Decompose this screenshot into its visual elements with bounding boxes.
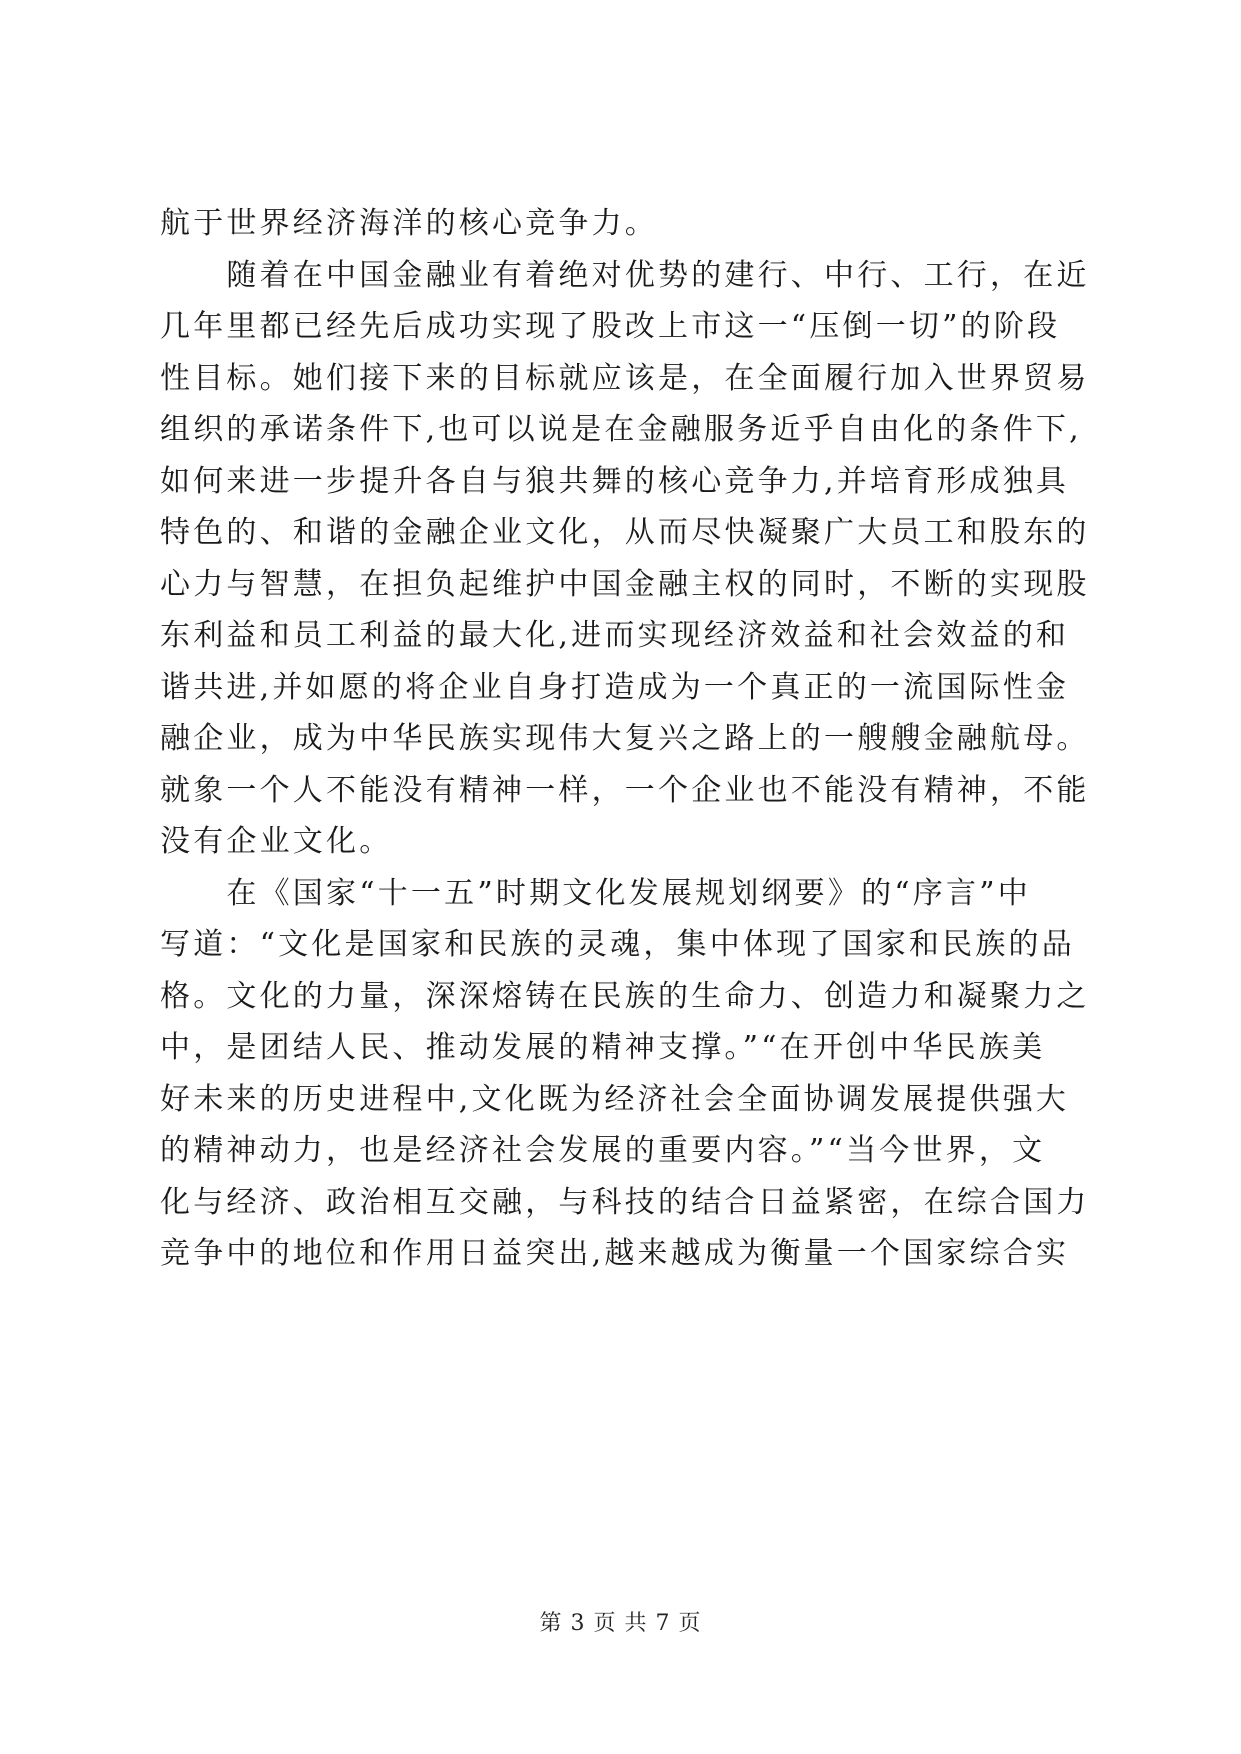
text-line: 航于世界经济海洋的核心竞争力。 xyxy=(160,206,658,241)
text-line: 心力与智慧，在担负起维护中国金融主权的同时，不断的实现股 xyxy=(160,566,1090,602)
text-line: 性目标。她们接下来的目标就应该是，在全面履行加入世界贸易 xyxy=(160,360,1090,396)
text-line: 好未来的历史进程中,文化既为经济社会全面协调发展提供强大 xyxy=(160,1081,1070,1117)
text-line: 组织的承诺条件下,也可以说是在金融服务近乎自由化的条件下, xyxy=(160,412,1082,447)
text-line: 中，是团结人民、推动发展的精神支撑。”“在开创中华民族美 xyxy=(160,1030,1046,1065)
text-line: 融企业，成为中华民族实现伟大复兴之路上的一艘艘金融航母。 xyxy=(160,721,1090,756)
text-line: 没有企业文化。 xyxy=(160,824,393,859)
text-line: 就象一个人不能没有精神一样，一个企业也不能没有精神，不能 xyxy=(160,772,1090,808)
text-line: 谐共进,并如愿的将企业自身打造成为一个真正的一流国际性金 xyxy=(160,669,1070,705)
text-line: 几年里都已经先后成功实现了股改上市这一“压倒一切”的阶段 xyxy=(160,309,1061,344)
text-line: 写道：“文化是国家和民族的灵魂，集中体现了国家和民族的品 xyxy=(160,927,1075,962)
text-line: 化与经济、政治相互交融，与科技的结合日益紧密，在综合国力 xyxy=(160,1184,1090,1220)
text-line: 如何来进一步提升各自与狼共舞的核心竞争力,并培育形成独具 xyxy=(160,463,1070,499)
page-number-footer: 第 3 页 共 7 页 xyxy=(539,1611,702,1636)
text-line: 东利益和员工利益的最大化,进而实现经济效益和社会效益的和 xyxy=(160,618,1070,653)
body-text xyxy=(160,198,1090,1280)
text-line: 随着在中国金融业有着绝对优势的建行、中行、工行，在近 xyxy=(160,257,1090,293)
text-line: 竞争中的地位和作用日益突出,越来越成为衡量一个国家综合实 xyxy=(160,1236,1070,1271)
text-line: 在《国家“十一五”时期文化发展规划纲要》的“序言”中 xyxy=(160,875,1031,911)
text-line: 特色的、和谐的金融企业文化，从而尽快凝聚广大员工和股东的 xyxy=(160,515,1090,550)
text-line: 格。文化的力量，深深熔铸在民族的生命力、创造力和凝聚力之 xyxy=(160,978,1090,1014)
text-line: 的精神动力，也是经济社会发展的重要内容。”“当今世界，文 xyxy=(160,1133,1046,1168)
